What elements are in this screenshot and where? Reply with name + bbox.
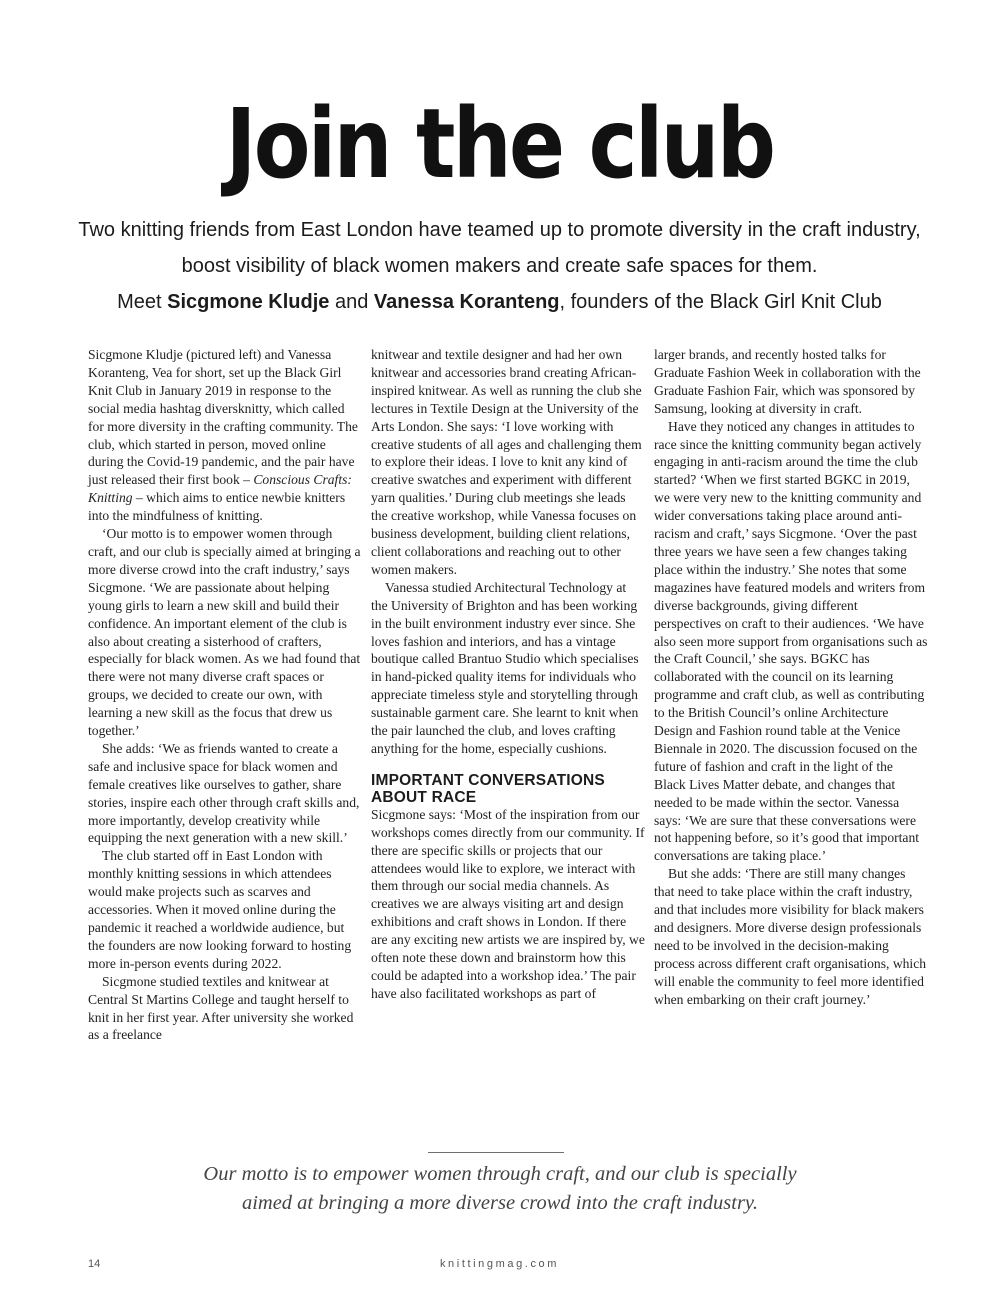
body-column-3 [654, 346, 928, 1009]
body-paragraph: ‘Our motto is to empower women through craft, and our club is specially aimed at bringing a more diverse crowd into the craft industry,’ says Sicgmone. ‘We are passionate about helping young girls to learn a new skill and build their confidence. An important element of the club is also about creating a sisterhood of crafters, especially for black women. As we had found that there were not many diverse craft spaces or groups, we decided to create our own, with learning a new skill as the focus that drew us together.’ [88, 526, 361, 739]
body-paragraph: knitwear and textile designer and had her own knitwear and accessories brand creating African-inspired knitwear. As well as running the club she lectures in Textile Design at the University of the Arts London. She says: ‘I love working with creative students of all ages and challenging them to explore their ideas. I love to knit any kind of creative swatches and experiment with different yarn qualities.’ During club meetings she leads the creative workshop, while Vanessa focuses on business development, building client relations, client collaborations and reaching out to other women makers. [371, 347, 642, 577]
body-paragraph: The club started off in East London with monthly knitting sessions in which attendees would make projects such as scarves and accessories. When it moved online during the pandemic it reached a worldwide audience, but the founders are now looking forward to hosting more in-person events during 2022. [88, 848, 352, 971]
body-paragraph: larger brands, and recently hosted talks for Graduate Fashion Week in collaboration with the Graduate Fashion Fair, which was sponsored by Samsung, looking at diversity in craft. [654, 347, 921, 416]
standfirst-line-2: boost visibility of black women makers and create safe spaces for them. [181, 255, 818, 277]
body-paragraph: Sicgmone says: ‘Most of the inspiration from our workshops comes directly from our community. If there are specific skills or projects that our attendees would like to explore, we interact with them through our social media channels. As creatives we are always visiting art and design exhibitions and craft shows in London. If there are any exciting new artists we are inspired by, we often note these down and brainstorm how this could be adapted into a workshop idea.’ The pair have also facilitated workshops as part of [371, 806, 645, 1001]
intro-text: Sicgmone Kludje (pictured left) and Vanessa Koranteng, Vea for short, set up the Black Girl Knit Club in January 2019 in response to the social media hashtag diversknitty, which called for more diversity in the crafting community. The club, which started in person, moved online during the Covid-19 pandemic, and the pair have just released their first book – [88, 347, 358, 488]
body-paragraph: Vanessa studied Architectural Technology at the University of Brighton and has been working in the built environment industry ever since. She loves fashion and interiors, and has a vintage boutique called Brantuo Studio which specialises in hand-picked quality items for individuals who appreciate timeless style and storytelling through sustainable garment care. She learnt to knit when the pair launched the club, and loves crafting anything for the home, especially cushions. [371, 579, 639, 756]
body-column-1 [88, 346, 362, 1044]
standfirst-prefix: Meet [117, 291, 168, 313]
body-paragraph: But she adds: ‘There are still many changes that need to take place within the craft industry, and that includes more visibility for black makers and designers. More diverse design professionals need to be involved in the decision-making process across different craft organisations, which will enable the community to feel more identified when embarking on their craft journey.’ [654, 866, 927, 1007]
website-footer: knittingmag.com [439, 1258, 560, 1270]
page-number: 14 [88, 1258, 101, 1270]
standfirst [60, 212, 939, 320]
pull-quote-line-2: aimed at bringing a more diverse crowd into the craft industry. [241, 1192, 759, 1214]
standfirst-line-3 [60, 284, 939, 320]
body-paragraph [88, 346, 362, 525]
founder-name-1: Sicgmone Kludje [167, 291, 330, 313]
founder-name-2: Vanessa Koranteng [373, 291, 560, 313]
body-paragraph: Sicgmone studied textiles and knitwear at Central St Martins College and taught herself to knit in her first year. After university she worked as a freelance [88, 973, 354, 1043]
pull-quote-line-1: Our motto is to empower women through craft, and our club is specially [203, 1163, 797, 1185]
article-title: Join the club [225, 88, 774, 200]
body-paragraph: Have they noticed any changes in attitudes to race since the knitting community began actively engaging in anti-racism around the time the club started? ‘When we first started BGKC in 2019, we were very new to the knitting community and wider conversations taking place around anti-racism and craft,’ says Sicgmone. ‘Over the past three years we have seen a few changes taking place within the industry.’ She notes that some magazines have featured models and writers from diverse backgrounds, giving different perspectives on craft to their audiences. ‘We have also seen more support from organisations such as the Craft Council,’ she says. BGKC has collaborated with the council on its learning programme and craft club, as well as contributing to the British Council’s online Architecture Design and Fashion round table at the Venice Biennale in 2020. The discussion focused on the future of fashion and craft in the light of the Black Lives Matter debate, and changes that needed to be made within the sector. Vanessa says: ‘We are sure that these conversations were not happening before, so it’s good that important conversations are taking place.’ [654, 418, 928, 864]
intro-text-end: – which aims to entice newbie knitters into the mindfulness of knitting. [88, 490, 346, 524]
standfirst-and: and [329, 291, 374, 313]
pull-quote [140, 1160, 860, 1218]
body-paragraph: She adds: ‘We as friends wanted to create a safe and inclusive space for black women and female creatives like ourselves to gather, share stories, inspire each other through craft skills and, more importantly, develop creativity while equipping the next generation with a new skill.’ [88, 740, 360, 846]
section-subheading: IMPORTANT CONVERSATIONS ABOUT RACE [371, 771, 605, 806]
book-title: Conscious Crafts: Knitting [88, 472, 352, 506]
body-column-2 [371, 346, 645, 1003]
standfirst-line-1: Two knitting friends from East London have teamed up to promote diversity in the craft industry, [78, 219, 921, 241]
standfirst-suffix: , founders of the Black Girl Knit Club [559, 291, 882, 313]
pullquote-divider [428, 1152, 564, 1153]
